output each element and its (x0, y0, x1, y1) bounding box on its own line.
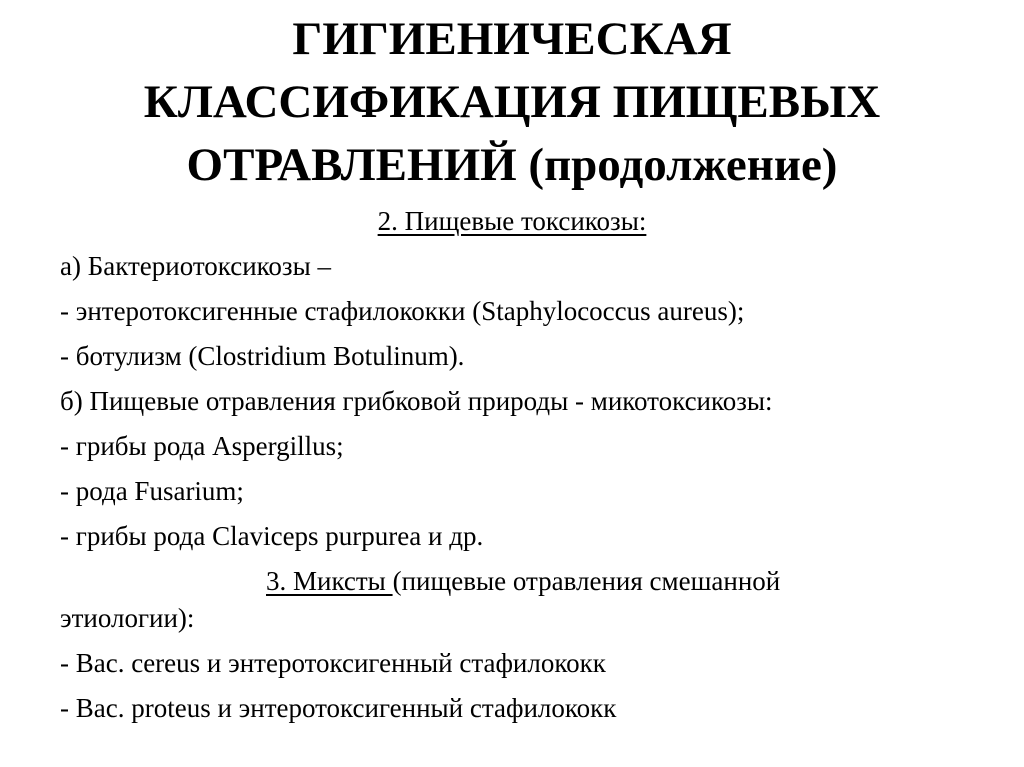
list-item-bacteriotoxicoses: а) Бактериотоксикозы – (60, 251, 331, 281)
list-item-claviceps: - грибы рода Claviceps purpurea и др. (60, 521, 484, 551)
title-line-2: КЛАССИФИКАЦИЯ ПИЩЕВЫХ (143, 76, 881, 128)
slide-title (0, 8, 1024, 197)
list-item-fusarium: - рода Fusarium; (60, 476, 244, 506)
title-line-1: ГИГИЕНИЧЕСКАЯ (292, 13, 732, 65)
mixed-description: (пищевые отравления смешанной (392, 566, 781, 596)
list-item-bac-cereus: - Bac. cereus и энтеротоксигенный стафилококк (60, 648, 606, 678)
list-item-mixed-continuation: этиологии): (60, 603, 195, 633)
mixed-label: 3. Миксты (266, 566, 393, 596)
list-item-staphylococci: - энтеротоксигенные стафилококки (Staphylococcus aureus); (60, 296, 745, 326)
list-item-aspergillus: - грибы рода Aspergillus; (60, 431, 344, 461)
list-item-mycotoxicoses: б) Пищевые отравления грибковой природы - микотоксикозы: (60, 386, 773, 416)
list-item-mixed (266, 564, 780, 598)
list-item-botulism: - ботулизм (Clostridium Botulinum). (60, 341, 465, 371)
section-heading-label: 2. Пищевые токсикозы: (377, 206, 647, 236)
section-heading-toxicoses (0, 204, 1024, 238)
title-line-3: ОТРАВЛЕНИЙ (продолжение) (186, 139, 838, 191)
list-item-bac-proteus: - Bac. proteus и энтеротоксигенный стафилококк (60, 693, 617, 723)
